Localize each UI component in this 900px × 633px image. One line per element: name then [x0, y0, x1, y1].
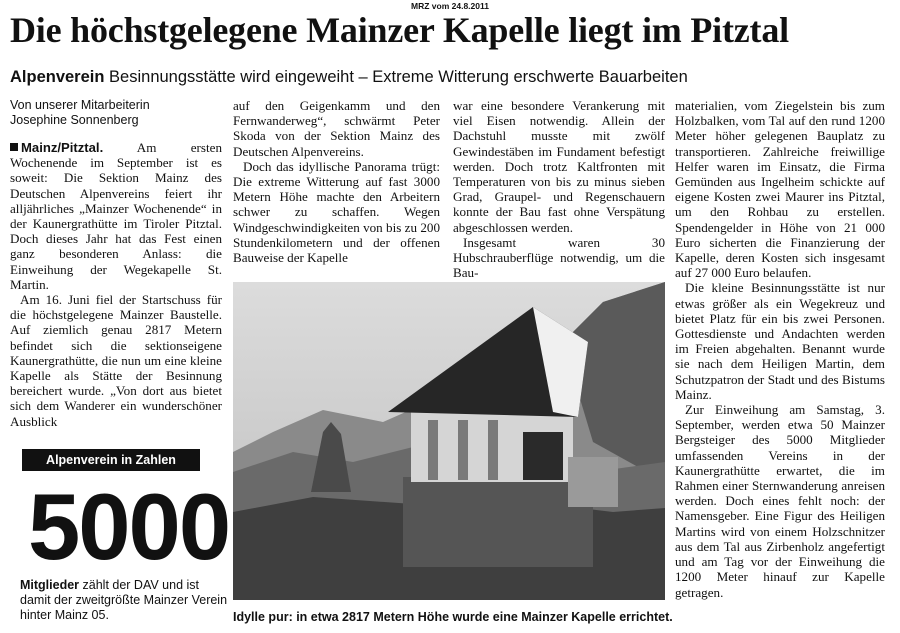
headline: Die höchstgelegene Mainzer Kapelle liegt im Pitztal	[10, 10, 789, 50]
paragraph-text: Am ersten Wochenende im September ist es soweit: Die Sektion Mainz des Deutschen Alpenvereins feiert ihr alljährliches „Mainzer Wochenende“ in der Kaunergrathütte im Tiroler Pitztal. Doch dieses Jahr hat das Fest einen ganz besonderen Anlass: die Einweihung der Wegekapelle St. Martin.	[10, 140, 222, 292]
chapel-foundation	[403, 477, 593, 567]
stone-pillar	[568, 457, 618, 507]
byline	[10, 98, 222, 128]
article-paragraph: Zur Einweihung am Samstag, 3. September, werden etwa 50 Mainzer Bergsteiger des 5000 Mitglieder umfassenden Vereins in der Kaunergrathütte erwartet, die im Rahmen einer Sternwanderung anreisen werden. Doch eines fehlt noch: der Namensgeber. Eine Figur des Heiligen Martins wird von einem Holzschnitzer aus dem Tal aus Zirbenholz angefertigt und am Tag vor der Einweihung die 1200 Meter hinauf zur Kapelle getragen.	[675, 402, 885, 600]
dateline: Mainz/Pitztal.	[21, 140, 104, 155]
factbox-title: Alpenverein in Zahlen	[22, 449, 200, 471]
source-line: MRZ vom 24.8.2011	[411, 1, 489, 11]
chapel-illustration	[233, 282, 665, 600]
article-column-1	[10, 98, 222, 443]
factbox-text	[20, 578, 230, 623]
byline-author: Josephine Sonnenberg	[10, 113, 139, 127]
factbox-number: 5000	[28, 474, 230, 579]
byline-line-1: Von unserer Mitarbeiterin	[10, 98, 150, 112]
photo-caption: Idylle pur: in etwa 2817 Metern Höhe wurde eine Mainzer Kapelle errichtet.	[233, 610, 673, 624]
article-paragraph: materialien, vom Ziegelstein bis zum Holzbalken, vom Tal auf den rund 1200 Meter höher gelegenen Bauplatz zu transportieren. Zahlreiche freiwillige Helfer waren im Einsatz, die Firma Gemünden aus Ingelheim schickte auf eigene Kosten zwei Maurer ins Pitztal, um den Rohbau zu erstellen. Spendengelder in Höhe von 21 000 Euro sicherten die Finanzierung der Kapelle, deren Kosten sich insgesamt auf 27 000 Euro belaufen.	[675, 98, 885, 281]
article-paragraph: Am 16. Juni fiel der Startschuss für die höchstgelegene Mainzer Baustelle. Auf ziemlich genau 2817 Metern befindet sich die sektionseigene Kaunergrathütte, die nun um eine kleine Kapelle als Stätte der Besinnung bereichert wurde. „Von dort aus bietet sich dem Wanderer ein wunderschöner Ausblick	[10, 292, 222, 429]
subheadline-text: Besinnungsstätte wird eingeweiht – Extreme Witterung erschwerte Bauarbeiten	[109, 68, 688, 86]
article-column-4	[675, 98, 885, 628]
article-paragraph: Die kleine Besinnungsstätte ist nur etwas größer als ein Wegekreuz und bietet Platz für ein bis zwei Personen. Gottesdienste und Andachten werden im Freien abgehalten. Benannt wurde sie nach dem Heiligen Martin, dem Schutzpatron der Stadt und des Bistums Mainz.	[675, 280, 885, 402]
subheadline	[10, 66, 890, 88]
article-column-3	[453, 98, 665, 281]
article-paragraph: Doch das idyllische Panorama trügt: Die extreme Witterung auf fast 3000 Metern Höhe machte den Arbeitern schwer zu schaffen. Wegen Windgeschwindigkeiten von bis zu 200 Stundenkilometern und der offenen Bauweise der Kapelle	[233, 158, 440, 266]
chapel-entrance	[523, 432, 563, 480]
subheadline-kicker: Alpenverein	[10, 68, 105, 86]
chapel-beam	[488, 420, 498, 480]
bullet-square-icon	[10, 143, 18, 151]
article-paragraph: auf den Geigenkamm und den Fernwanderweg“, schwärmt Peter Skoda von der Sektion Mainz des Deutschen Alpenvereins.	[233, 98, 440, 159]
article-paragraph	[10, 140, 222, 292]
chapel-photo	[233, 282, 665, 600]
chapel-beam	[458, 420, 468, 480]
factbox-label-rest: zählt der DAV und ist damit der zweitgrößte Mainzer Verein hinter Mainz 05.	[20, 578, 228, 622]
factbox-label-bold: Mitglieder	[20, 578, 80, 592]
article-paragraph: Insgesamt waren 30 Hubschrauberflüge notwendig, um die Bau-	[453, 234, 665, 281]
article-column-2	[233, 98, 440, 268]
chapel-beam	[428, 420, 438, 480]
article-paragraph: war eine besondere Verankerung mit viel Eisen notwendig. Allein der Dachstuhl musste mit zwölf Gewindestäben im Fundament befestigt werden. Doch trotz Kaltfronten mit Temperaturen von bis zu minus sieben Grad, Graupel- und Regenschauern konnte der Bau fast ohne Verspätung abgeschlossen werden.	[453, 98, 665, 235]
